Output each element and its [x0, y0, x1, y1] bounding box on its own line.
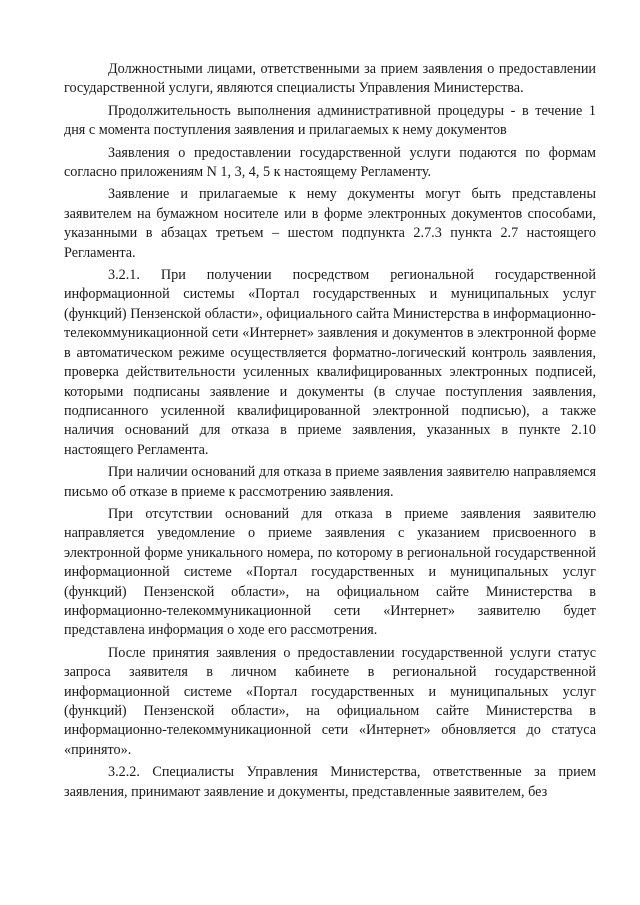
paragraph-section-3-2-2: 3.2.2. Специалисты Управления Министерства, ответственные за прием заявления, принимают заявление и документы, представленные заявителем, без [64, 764, 596, 800]
document-page [64, 60, 596, 802]
paragraph-procedure-duration: Продолжительность выполнения административной процедуры - в течение 1 дня с момента поступления заявления и прилагаемых к нему документов [64, 102, 596, 139]
paragraph-responsible-officials: Должностными лицами, ответственными за прием заявления о предоставлении государственной услуги, являются специалисты Управления Министерства. [64, 61, 596, 97]
paragraph-section-3-2-1: 3.2.1. При получении посредством региональной государственной информационной системы «Портал государственных и муниципальных услуг (функций) Пензенской области», официального сайта Министерства в информационно-телекоммуникационной сети «Интернет» заявления и документов в электронной форме в автоматическом режиме осуществляется форматно-логический контроль заявления, проверка действительности усиленных квалифицированных электронных подписей, которыми подписаны заявление и документы (в случае поступления заявления, подписанного усиленной квалифицированной электронной подписью), а также наличия оснований для отказа в приеме заявления, указанных в пункте 2.10 настоящего Регламента. [64, 267, 596, 458]
paragraph-status-update: После принятия заявления о предоставлении государственной услуги статус запроса заявителя в личном кабинете в региональной государственной информационной системе «Портал государственных и муниципальных услуг (функций) Пензенской области», на официальном сайте Министерства в информационно-телекоммуникационной сети «Интернет» обновляется до статуса «принято». [64, 644, 596, 758]
paragraph-refusal-letter: При наличии оснований для отказа в приеме заявления заявителю направляемся письмо об отказе в приеме к рассмотрению заявления. [64, 464, 596, 500]
paragraph-acceptance-notice: При отсутствии оснований для отказа в приеме заявления заявителю направляется уведомление о приеме заявления с указанием присвоенного в электронной форме уникального номера, по которому в региональной государственной информационной системе «Портал государственных и муниципальных услуг (функций) Пензенской области», на официальном сайте Министерства в информационно-телекоммуникационной сети «Интернет» заявителю будет представлена информация о ходе его рассмотрения. [64, 505, 596, 639]
paragraph-submission-methods: Заявление и прилагаемые к нему документы могут быть представлены заявителем на бумажном носителе или в форме электронных документов способами, указанными в абзацах третьем – шестом подпункта 2.7.3 пункта 2.7 настоящего Регламента. [64, 186, 596, 261]
paragraph-application-forms: Заявления о предоставлении государственной услуги подаются по формам согласно приложениям N 1, 3, 4, 5 к настоящему Регламенту. [64, 144, 596, 181]
